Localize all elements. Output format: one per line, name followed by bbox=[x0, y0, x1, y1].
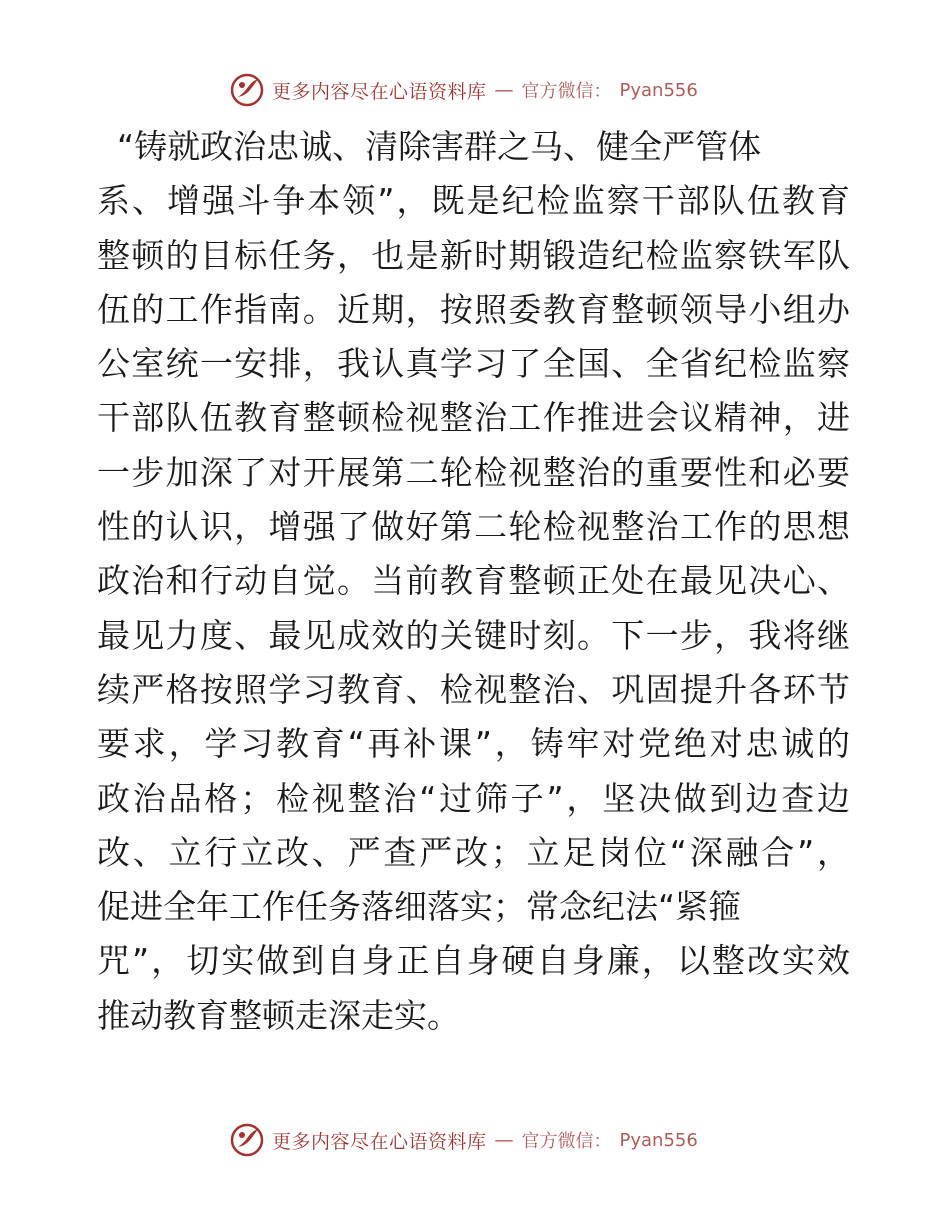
footer-banner[interactable] bbox=[230, 1122, 750, 1158]
pen-logo-icon bbox=[230, 1123, 264, 1157]
body-line: 政治品格；检视整治“过筛子”，坚决做到边查边 bbox=[97, 778, 850, 818]
body-line: 促进全年工作任务落细落实；常念纪法“紧箍 bbox=[97, 887, 742, 927]
body-line: 伍的工作指南。近期，按照委教育整顿领导小组办 bbox=[97, 289, 850, 329]
body-line: 性的认识，增强了做好第二轮检视整治工作的思想 bbox=[97, 507, 850, 547]
body-line: 最见力度、最见成效的关键时刻。下一步，我将继 bbox=[97, 615, 850, 655]
body-line: 续严格按照学习教育、检视整治、巩固提升各环节 bbox=[97, 669, 850, 709]
banner-slogan: 更多内容尽在心语资料库 bbox=[272, 80, 487, 103]
body-line: 要求，学习教育“再补课”，铸牢对党绝对忠诚的 bbox=[97, 724, 850, 764]
banner-wechat-handle: Pyan556 bbox=[619, 1129, 698, 1151]
body-line: 咒”，切实做到自身正自身硬自身廉，以整改实效 bbox=[97, 941, 850, 981]
article-body bbox=[97, 120, 850, 1043]
banner-wechat-handle: Pyan556 bbox=[619, 79, 698, 101]
body-line: 干部队伍教育整顿检视整治工作推进会议精神，进 bbox=[97, 398, 850, 438]
banner-slogan: 更多内容尽在心语资料库 bbox=[272, 1130, 487, 1153]
banner-separator: — bbox=[494, 79, 514, 101]
body-line: 系、增强斗争本领”，既是纪检监察干部队伍教育 bbox=[97, 181, 850, 221]
banner-contact-label: 官方微信： bbox=[521, 1131, 612, 1152]
body-line: 整顿的目标任务，也是新时期锻造纪检监察铁军队 bbox=[97, 235, 850, 275]
body-line: 公室统一安排，我认真学习了全国、全省纪检监察 bbox=[97, 344, 850, 384]
body-line: 推动教育整顿走深走实。 bbox=[97, 995, 460, 1035]
body-line: 改、立行立改、严查严改；立足岗位“深融合”， bbox=[97, 832, 850, 872]
pen-logo-icon bbox=[230, 73, 264, 107]
body-line: 政治和行动自觉。当前教育整顿正处在最见决心、 bbox=[97, 561, 850, 601]
body-line: “铸就政治忠诚、清除害群之马、健全严管体 bbox=[117, 127, 762, 166]
body-line: 一步加深了对开展第二轮检视整治的重要性和必要 bbox=[97, 452, 850, 492]
header-banner[interactable] bbox=[230, 72, 750, 108]
banner-contact-label: 官方微信： bbox=[521, 81, 612, 102]
banner-separator: — bbox=[494, 1129, 514, 1151]
